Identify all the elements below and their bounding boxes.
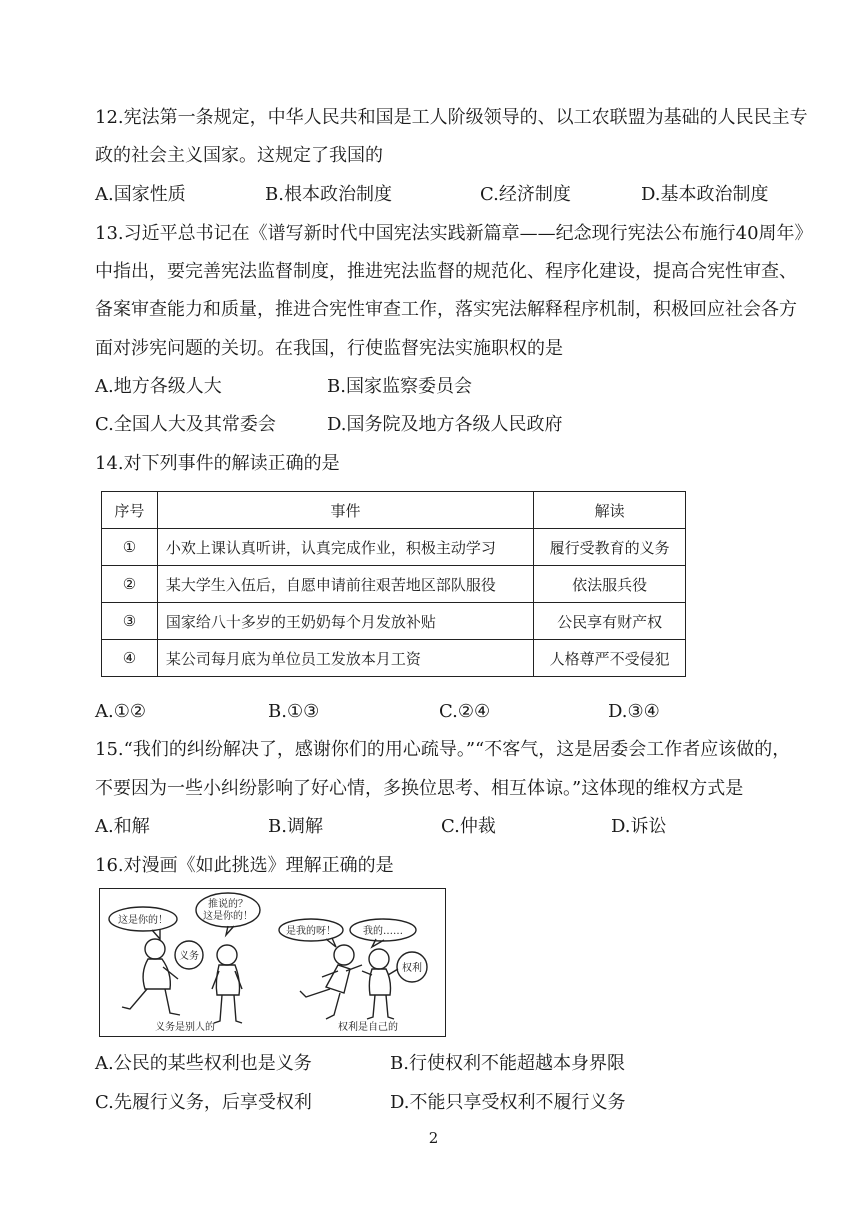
- table-row: [102, 603, 686, 640]
- table-cell: 小欢上课认真听讲，认真完成作业，积极主动学习: [157, 529, 533, 566]
- q15-line-1: 15.“我们的纠纷解决了，感谢你们的用心疏导。”“不客气，这是居委会工作者应该做的，: [95, 739, 791, 760]
- q12-option-a: A.国家性质: [95, 184, 186, 205]
- table-cell: 履行受教育的义务: [534, 529, 686, 566]
- table-header-cell: 序号: [102, 492, 158, 529]
- q15-option-b: B.调解: [268, 816, 323, 837]
- q14-option-c: C.②④: [439, 701, 491, 722]
- q12-option-b: B.根本政治制度: [265, 184, 392, 205]
- q16-option-d: D.不能只享受权利不履行义务: [390, 1092, 626, 1113]
- q13-line-2: 中指出，要完善宪法监督制度，推进宪法监督的规范化、程序化建设，提高合宪性审查、: [95, 261, 797, 282]
- table-cell: 国家给八十多岁的王奶奶每个月发放补贴: [157, 603, 533, 640]
- table-header-cell: 解读: [534, 492, 686, 529]
- table-row: [102, 566, 686, 603]
- duty-circle-text: 义务: [179, 951, 199, 962]
- q13-option-b: B.国家监察委员会: [327, 376, 472, 397]
- cartoon-drawing: [100, 889, 444, 1035]
- table-cell: ①: [102, 529, 158, 566]
- q13-line-3: 备案审查能力和质量，推进合宪性审查工作，落实宪法解释程序机制，积极回应社会各方: [95, 299, 797, 320]
- table-row: [102, 640, 686, 677]
- right-circle-text: 权利: [402, 963, 422, 974]
- q15-option-d: D.诉讼: [611, 816, 667, 837]
- page-number: 2: [428, 1129, 439, 1147]
- table-header-row: [102, 492, 686, 529]
- q14-stem: 14.对下列事件的解读正确的是: [95, 453, 340, 474]
- q15-line-2: 不要因为一些小纠纷影响了好心情，多换位思考、相互体谅。”这体现的维权方式是: [95, 778, 744, 799]
- q13-option-a: A.地方各级人大: [95, 376, 222, 397]
- q13-option-c: C.全国人大及其常委会: [95, 414, 276, 435]
- q12-option-d: D.基本政治制度: [641, 184, 769, 205]
- table-cell: ④: [102, 640, 158, 677]
- bubble-2b-text: 这是你的！: [203, 911, 253, 922]
- table-cell: 某公司每月底为单位员工发放本月工资: [157, 640, 533, 677]
- q16-option-a: A.公民的某些权利也是义务: [95, 1053, 312, 1074]
- q12-line-2: 政的社会主义国家。这规定了我国的: [95, 145, 383, 166]
- cartoon-image: [99, 888, 446, 1037]
- q12-line-1: 12.宪法第一条规定，中华人民共和国是工人阶级领导的、以工农联盟为基础的人民民主专: [95, 107, 808, 128]
- table-cell: 某大学生入伍后，自愿申请前往艰苦地区部队服役: [157, 566, 533, 603]
- q13-line-1: 13.习近平总书记在《谱写新时代中国宪法实践新篇章——纪念现行宪法公布施行40周年》: [95, 223, 813, 244]
- caption-right: 权利是自己的: [338, 1022, 398, 1033]
- table-cell: ②: [102, 566, 158, 603]
- caption-left: 义务是别人的: [155, 1022, 215, 1033]
- table-row: [102, 529, 686, 566]
- q16-stem: 16.对漫画《如此挑选》理解正确的是: [95, 855, 394, 876]
- bubble-4-text: 我的……: [363, 926, 403, 937]
- bubble-1-text: 这是你的！: [118, 915, 168, 926]
- table-cell: 公民享有财产权: [534, 603, 686, 640]
- table-cell: 依法服兵役: [534, 566, 686, 603]
- table-cell: ③: [102, 603, 158, 640]
- q12-option-c: C.经济制度: [480, 184, 571, 205]
- q16-option-c: C.先履行义务，后享受权利: [95, 1092, 312, 1113]
- table-header-cell: 事件: [157, 492, 533, 529]
- table-cell: 人格尊严不受侵犯: [534, 640, 686, 677]
- bubble-3-text: 是我的呀！: [286, 926, 336, 937]
- q13-line-4: 面对涉宪问题的关切。在我国，行使监督宪法实施职权的是: [95, 338, 563, 359]
- q14-option-d: D.③④: [608, 701, 660, 722]
- q15-option-c: C.仲裁: [441, 816, 496, 837]
- q14-option-a: A.①②: [95, 701, 146, 722]
- q14-option-b: B.①③: [268, 701, 320, 722]
- q16-option-b: B.行使权利不能超越本身界限: [390, 1053, 625, 1074]
- q15-option-a: A.和解: [95, 816, 150, 837]
- event-table: [101, 491, 686, 677]
- q13-option-d: D.国务院及地方各级人民政府: [327, 414, 563, 435]
- bubble-2a-text: 推说的？: [208, 899, 248, 910]
